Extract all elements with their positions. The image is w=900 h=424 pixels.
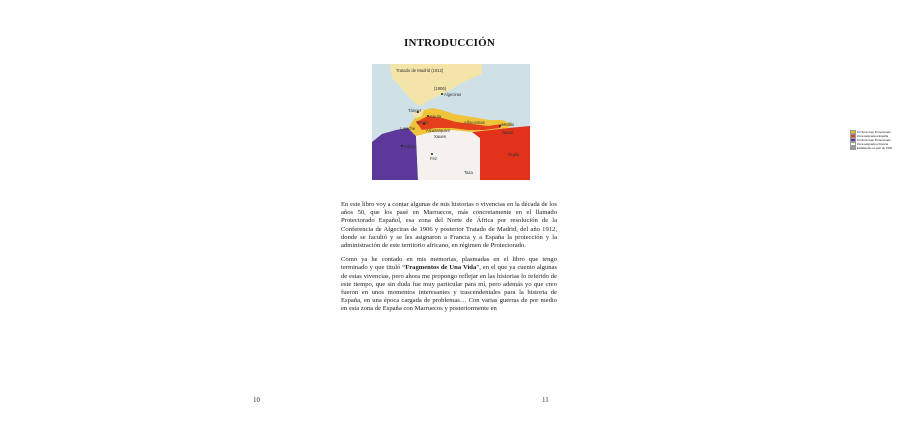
legend-swatch — [850, 146, 856, 151]
legend-entry — [850, 146, 900, 150]
city-marker — [427, 115, 429, 117]
paragraph-2 — [341, 256, 557, 313]
map-label-ceuta: Ceuta — [430, 114, 442, 119]
map-label-algeciras: Algeciras — [444, 92, 462, 97]
map-label-larache: Larache — [400, 126, 416, 131]
map-label-taza: Taza — [464, 170, 473, 175]
map-label-alhucemas: Alhucemas — [464, 120, 485, 125]
paragraph-2-end: ”, en el que ya cuento algunas de estas vivencias, pero ahora me propongo reflejar en las historias lo referido de este tiempo, que sin duda fue muy particular para mí, pero además yo que creo fueron en unos momentos interesantes y trascendentales para la historia de España, en una época cargada de problemas… Con varias guerras de por medio en esta zona de España con Marruecos y posteriormente en — [341, 264, 557, 313]
right-page-number: 11 — [542, 396, 549, 404]
left-page-number: 10 — [253, 396, 260, 404]
chapter-title: INTRODUCCIÓN — [404, 37, 496, 49]
map-label-year: (1906) — [434, 86, 447, 91]
legend-label: Zona asignada a España — [857, 134, 889, 138]
city-marker — [441, 93, 443, 95]
map-label-tanger: Tánger — [408, 108, 422, 113]
legend-label: Territorio bajo Protectorado — [857, 130, 891, 134]
protectorate-map — [372, 64, 892, 180]
city-marker — [431, 153, 433, 155]
legend-label: Zona asignada a Francia — [857, 142, 888, 146]
map-label-tetuan: Tetuán — [416, 120, 429, 125]
map-label-rabat: Rabat — [404, 144, 416, 149]
city-marker — [499, 125, 501, 127]
city-marker — [401, 145, 403, 147]
book-title: Fragmentos de Una Vida — [405, 264, 477, 272]
map-legend — [850, 130, 900, 150]
paragraph-2-start: Como ya he contado en mis memorias, plasmadas en el libro que tengo terminado y que tituló “ — [341, 256, 557, 272]
map-label-oujda: Oujda — [508, 152, 520, 157]
map-label-alcazarquivir: Alcazarquivir — [426, 128, 450, 133]
map-label-nador: Nador — [502, 130, 514, 135]
left-page — [0, 0, 300, 424]
paragraph-1: En este libro voy a contar algunas de mis historias o vivencias en la década de los años 50, que los pasé en Marruecos, más concretamente en el llamado Protectorado Español, esa zona del Norte de África por resolución de la Conferencia de Algeciras de 1906 y posterior Tratado de Madrid, del año 1912, donde se facultó y se les asignaron a Francia y a España la protección y la administración de este territorio africano, en régimen de Protectorado. — [341, 201, 557, 250]
legend-label: Establecido en julio de 1906 — [857, 146, 892, 150]
map-label-treaty: Tratado de Madrid (1912) — [396, 68, 444, 73]
map-label-xauen: Xauen — [434, 134, 447, 139]
body-text — [341, 201, 557, 318]
red-zone-east — [472, 126, 530, 180]
map-label-melilla: Melilla — [502, 122, 514, 127]
map-label-fez: Fez — [430, 156, 437, 161]
legend-label: Territorio bajo Protectorado — [857, 138, 891, 142]
